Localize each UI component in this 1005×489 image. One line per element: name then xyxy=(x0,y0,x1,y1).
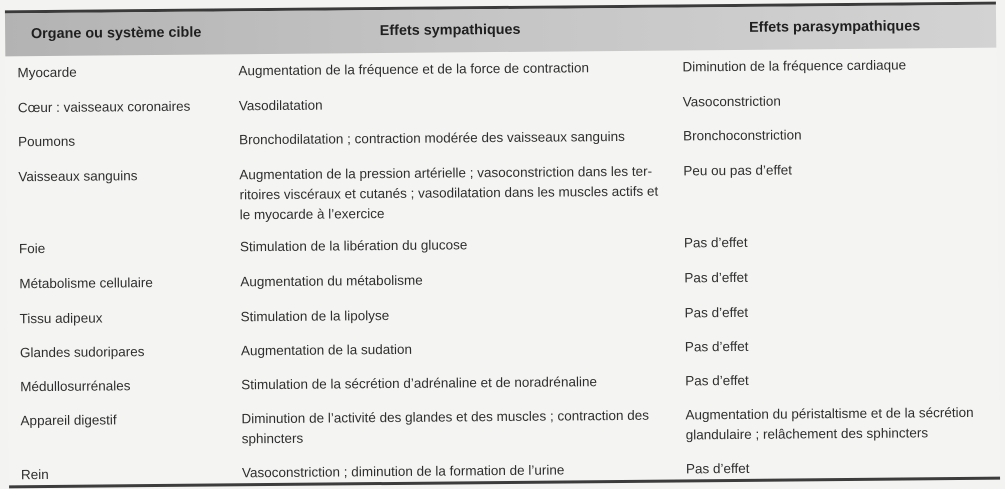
cell-organ: Poumons xyxy=(18,133,76,150)
header-sympathetic-effects: Effets sympathiques xyxy=(379,21,521,40)
table-row xyxy=(6,159,998,232)
table-header xyxy=(5,5,996,57)
cell-sympathetic-effect: Vasoconstriction ; diminution de la formation de l’urine xyxy=(241,462,565,481)
cell-organ: Rein xyxy=(20,466,49,483)
scanned-table-page xyxy=(5,2,1000,489)
cell-parasympathetic-effect: Pas d’effet xyxy=(683,234,748,251)
header-parasympathetic-effects: Effets parasympathiques xyxy=(748,18,921,36)
cell-organ: Foie xyxy=(18,240,46,257)
table-row xyxy=(8,403,999,456)
cell-sympathetic-effect: Bronchodilatation ; contraction modérée des vaisseaux sanguins xyxy=(239,128,625,148)
cell-sympathetic-effect: Stimulation de la libération du glucose xyxy=(239,237,468,255)
cell-parasympathetic-effect: Vasoconstriction xyxy=(682,93,781,110)
cell-organ: Tissu adipeux xyxy=(19,310,103,327)
cell-parasympathetic-effect: Augmentation du péristaltisme et de la sécrétion glandulaire ; relâchement des sphincters xyxy=(685,404,974,443)
header-organ-system: Organe ou système cible xyxy=(30,24,202,43)
cell-parasympathetic-effect: Pas d’effet xyxy=(685,460,750,477)
cell-parasympathetic-effect: Pas d’effet xyxy=(684,304,749,321)
cell-organ: Appareil digestif xyxy=(20,412,117,429)
cell-parasympathetic-effect: Diminution de la fréquence cardiaque xyxy=(682,57,907,75)
cell-parasympathetic-effect: Bronchoconstriction xyxy=(682,127,802,144)
cell-sympathetic-effect: Augmentation du métabolisme xyxy=(240,272,423,290)
cell-sympathetic-effect: Augmentation de la pression artérielle ; vasoconstriction dans les ter- ritoires viscéraux et cutanés ; vasodilatation dans les muscles actifs et le myocarde à l’exercice xyxy=(239,163,659,223)
cell-sympathetic-effect: Vasodilatation xyxy=(238,97,323,114)
cell-sympathetic-effect: Stimulation de la lipolyse xyxy=(240,307,390,325)
cell-sympathetic-effect: Augmentation de la fréquence et de la force de contraction xyxy=(238,60,590,79)
cell-organ: Glandes sudoripares xyxy=(19,344,145,361)
cell-parasympathetic-effect: Pas d’effet xyxy=(684,338,749,355)
cell-parasympathetic-effect: Pas d’effet xyxy=(685,372,749,389)
cell-organ: Cœur : vaisseaux coronaires xyxy=(17,98,191,116)
cell-organ: Métabolisme cellulaire xyxy=(19,275,153,292)
cell-sympathetic-effect: Augmentation de la sudation xyxy=(240,341,413,359)
cell-sympathetic-effect: Stimulation de la sécrétion d’adrénaline et de noradrénaline xyxy=(241,374,597,393)
cell-parasympathetic-effect: Peu ou pas d’effet xyxy=(683,162,793,179)
cell-organ: Médullosurrénales xyxy=(20,378,131,395)
cell-parasympathetic-effect: Pas d’effet xyxy=(684,269,748,286)
cell-organ: Vaisseaux sanguins xyxy=(18,168,138,185)
cell-organ: Myocarde xyxy=(17,64,77,81)
cell-sympathetic-effect: Diminution de l’activité des glandes et des muscles ; contraction des sphincters xyxy=(241,407,650,447)
